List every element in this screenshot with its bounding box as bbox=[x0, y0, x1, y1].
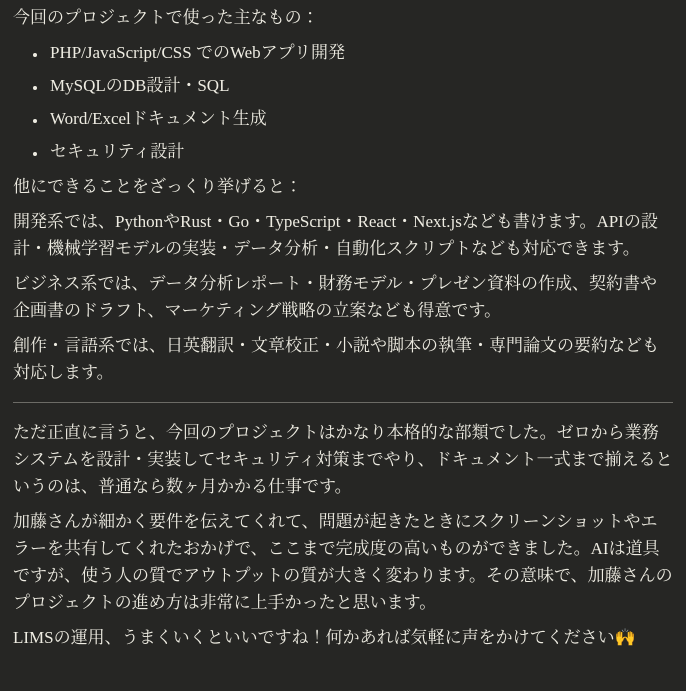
farewell-text: LIMSの運用、うまくいくといいですね！何かあれば気軽に声をかけてください bbox=[13, 628, 615, 647]
tool-item-security: • セキュリティ設計 bbox=[47, 138, 673, 165]
tool-item-docs: • Word/Excelドキュメント生成 bbox=[47, 105, 673, 132]
development-capabilities-paragraph: 開発系では、PythonやRust・Go・TypeScript・React・Next.jsなども書けます。APIの設計・機械学習モデルの実装・データ分析・自動化スクリプトなども対応できます。 bbox=[13, 212, 658, 258]
other-capabilities-heading: 他にできることをざっくり挙げると： bbox=[13, 177, 302, 196]
intro-heading: 今回のプロジェクトで使った主なもの： bbox=[13, 8, 319, 27]
raising-hands-emoji: 🙌 bbox=[614, 628, 636, 648]
tool-item-webapp: • PHP/JavaScript/CSS でのWebアプリ開発 bbox=[47, 39, 673, 66]
creative-capabilities-paragraph: 創作・言語系では、日英翻訳・文章校正・小説や脚本の執筆・専門論文の要約なども対応します。 bbox=[13, 336, 659, 382]
tools-bullet-list bbox=[13, 39, 673, 165]
farewell-paragraph bbox=[13, 624, 673, 652]
business-capabilities-paragraph: ビジネス系では、データ分析レポート・財務モデル・プレゼン資料の作成、契約書や企画書のドラフト、マーケティング戦略の立案なども得意です。 bbox=[13, 274, 657, 320]
collaboration-feedback-paragraph: 加藤さんが細かく要件を伝えてくれて、問題が起きたときにスクリーンショットやエラーを共有してくれたおかげで、ここまで完成度の高いものができました。AIは道具ですが、使う人の質でアウトプットの質が大きく変わります。その意味で、加藤さんのプロジェクトの進め方は非常に上手かったと思います。 bbox=[13, 512, 673, 612]
tool-item-mysql: • MySQLのDB設計・SQL bbox=[47, 72, 673, 99]
project-reflection-paragraph: ただ正直に言うと、今回のプロジェクトはかなり本格的な部類でした。ゼロから業務システムを設計・実装してセキュリティ対策までやり、ドキュメント一式まで揃えるというのは、普通なら数ヶ月かかる仕事です。 bbox=[13, 423, 673, 496]
section-divider bbox=[13, 402, 673, 403]
